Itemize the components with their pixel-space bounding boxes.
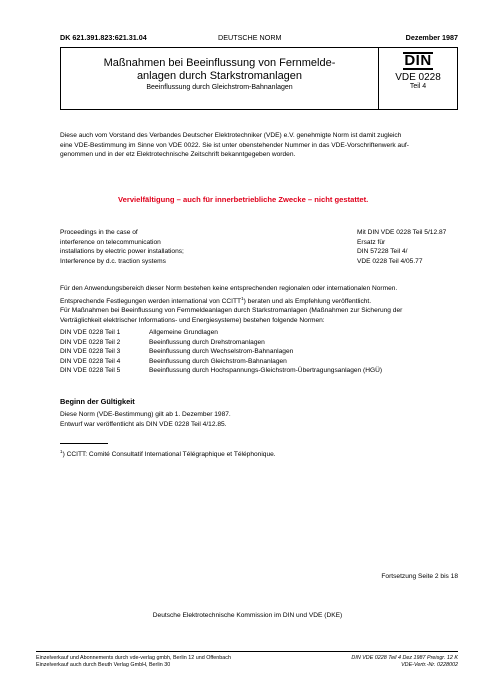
din-number: VDE 0228: [395, 72, 441, 83]
title-line-2: anlagen durch Starkstromanlagen: [136, 70, 303, 82]
norm-row: [60, 357, 382, 367]
norm-desc: Allgemeine Grundlagen: [149, 329, 218, 336]
english-line-4: Interference by d.c. traction systems: [60, 257, 166, 265]
norm-row: [60, 338, 382, 348]
norm-id: DIN VDE 0228 Teil 4: [60, 357, 121, 365]
reproduction-warning: Vervielfältigung – auch für innerbetriebliche Zwecke – nicht gestattet.: [118, 195, 369, 204]
validity-line-2: Entwurf war veröffentlicht als DIN VDE 0228 Teil 4/12.85.: [60, 420, 227, 428]
replaces-block: [357, 228, 446, 266]
footnote-divider: [60, 443, 108, 444]
body-p3-line-1: Für Maßnahmen bei Beeinflussung von Fernmeldeanlagen durch Starkstromanlagen (Maßnahmen zur Sicherung der: [60, 307, 403, 314]
norm-row: [60, 328, 382, 338]
intro-line-1: Diese auch vom Vorstand des Verbandes Deutscher Elektrotechniker (VDE) e.V. genehmigte Norm ist damit zugleich: [60, 132, 402, 139]
english-line-1: Proceedings in the case of: [60, 229, 138, 236]
body-p2-start: Entsprechende Festlegungen werden international von CCITT: [60, 298, 242, 306]
english-line-3: installations by electric power installations;: [60, 248, 184, 256]
english-line-2: interference on telecommunication: [60, 238, 161, 246]
din-teil: Teil 4: [409, 83, 427, 90]
footnote-mark: 1: [60, 449, 63, 454]
replaces-line-4: VDE 0228 Teil 4/05.77: [357, 257, 423, 265]
dk-number: DK 621.391.823:621.31.04: [60, 33, 147, 42]
subtitle: Beeinflussung durch Gleichstrom-Bahnanlagen: [146, 84, 293, 91]
intro-line-2: eine VDE-Bestimmung im Sinne von VDE 0022. Sie ist unter obenstehender Nummer in das VDE-Vorschriftenwerk auf-: [60, 141, 409, 149]
footer-rule: [36, 651, 458, 652]
footnote: [60, 447, 276, 460]
intro-paragraph: [60, 131, 409, 160]
title-line-1: Maßnahmen bei Beeinflussung von Fernmelde-: [103, 57, 336, 69]
norm-type: DEUTSCHE NORM: [218, 33, 282, 42]
norm-id: DIN VDE 0228 Teil 5: [60, 367, 121, 375]
norm-desc: Beeinflussung durch Drehstromanlagen: [149, 338, 265, 346]
norms-table: [60, 328, 382, 376]
issue-date: Dezember 1987: [405, 33, 458, 42]
intro-line-3: genommen und in der etz Elektrotechnische Zeitschrift bekanntgegeben worden.: [60, 151, 296, 159]
norm-row: [60, 347, 382, 357]
norm-id: DIN VDE 0228 Teil 1: [60, 329, 121, 336]
replaces-line-3: DIN 57228 Teil 4/: [357, 248, 408, 256]
validity-text: [60, 410, 231, 429]
din-logo: DIN: [404, 52, 432, 69]
footer-right-line-1: DIN VDE 0228 Teil 4 Dez 1987 Preisgr. 12 K: [351, 655, 458, 661]
norm-desc: Beeinflussung durch Wechselstrom-Bahnanlagen: [149, 348, 294, 356]
norm-desc: Beeinflussung durch Hochspannungs-Gleichstrom-Übertragungsanlagen (HGÜ): [149, 367, 383, 375]
footer-right-line-2: VDE-Vertr.-Nr. 0228002: [401, 662, 458, 668]
validity-heading: Beginn der Gültigkeit: [60, 397, 135, 406]
norm-desc: Beeinflussung durch Gleichstrom-Bahnanlagen: [149, 357, 287, 365]
title-box: [60, 47, 379, 110]
validity-line-1: Diese Norm (VDE-Bestimmung) gilt ab 1. Dezember 1987.: [60, 411, 231, 418]
body-p2: [60, 294, 371, 307]
din-box: [379, 47, 458, 110]
norm-id: DIN VDE 0228 Teil 2: [60, 338, 121, 346]
footnote-ref: 1: [241, 296, 244, 301]
norm-row: [60, 366, 382, 376]
body-p2-end: ) beraten und als Empfehlung veröffentlicht.: [243, 298, 372, 306]
replaces-line-1: Mit DIN VDE 0228 Teil 5/12.87: [357, 229, 447, 236]
replaces-line-2: Ersatz für: [357, 238, 386, 246]
footer-left: [36, 655, 231, 669]
footnote-text: ) CCITT: Comité Consultatif International Télégraphique et Téléphonique.: [62, 451, 276, 459]
continuation-note: Fortsetzung Seite 2 bis 18: [381, 573, 458, 580]
english-title: [60, 228, 184, 266]
body-p3-line-2: Verträglichkeit elektrischer Informations- und Energiesysteme) bestehen folgende Normen:: [60, 316, 325, 324]
footer-right: [351, 655, 458, 669]
footer-left-line-2: Einzelverkauf auch durch Beuth Verlag GmbH, Berlin 30: [36, 662, 171, 668]
norm-id: DIN VDE 0228 Teil 3: [60, 348, 121, 356]
footer-left-line-1: Einzelverkauf und Abonnements durch vde-verlag gmbh, Berlin 12 und Offenbach: [36, 655, 231, 661]
body-p1: Für den Anwendungsbereich dieser Norm bestehen keine entsprechenden regionalen oder internationalen Normen.: [60, 285, 398, 292]
body-p3: [60, 306, 402, 325]
commission-line: Deutsche Elektrotechnische Kommission im DIN und VDE (DKE): [152, 612, 343, 619]
